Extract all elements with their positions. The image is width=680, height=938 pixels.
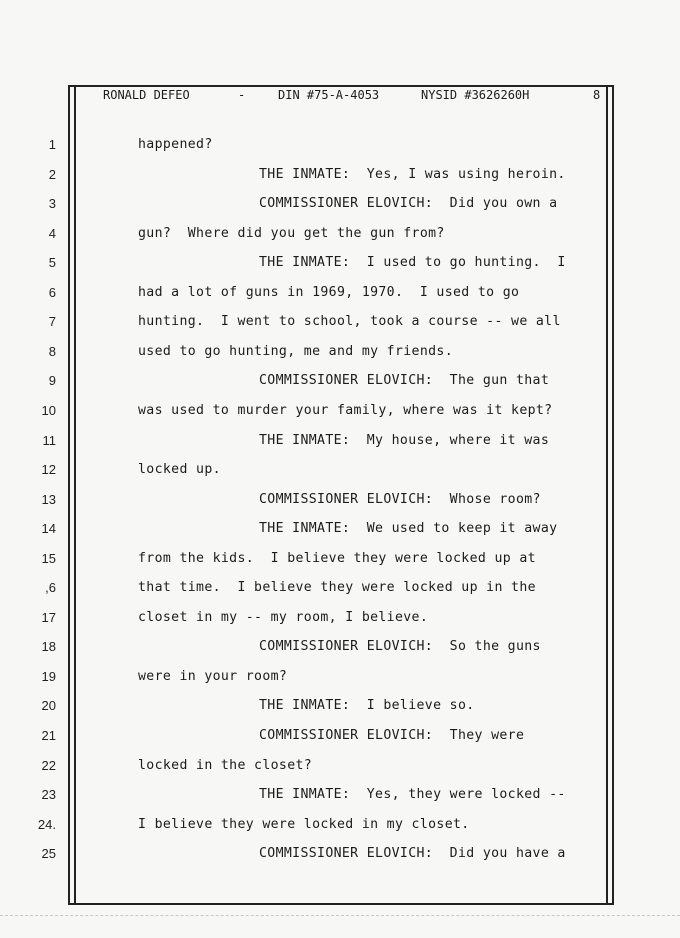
line-number: 12: [41, 462, 56, 478]
transcript-line: locked up.: [138, 462, 221, 478]
line-number: 25: [41, 846, 56, 862]
transcript-line: that time. I believe they were locked up in the: [138, 580, 536, 596]
header-nysid: NYSID #3626260H: [421, 88, 530, 102]
transcript-line: happened?: [138, 137, 213, 152]
line-number: 11: [42, 432, 56, 448]
transcript-line: COMMISSIONER ELOVICH: They were: [259, 728, 525, 743]
line-number: 20: [41, 698, 56, 714]
line-number: 3: [48, 196, 56, 212]
line-number: 10: [41, 402, 56, 418]
header-din: DIN #75-A-4053: [278, 88, 380, 102]
transcript-line: had a lot of guns in 1969, 1970. I used to go: [138, 284, 520, 300]
transcript-line: THE INMATE: I used to go hunting. I: [259, 255, 566, 271]
line-number: 22: [41, 757, 56, 773]
line-number: 2: [48, 166, 56, 182]
frame-right-inner-rule: [606, 85, 608, 905]
frame-left-inner-rule: [74, 85, 76, 905]
transcript-line: COMMISSIONER ELOVICH: Did you own a: [259, 196, 558, 212]
scan-edge-line: [0, 915, 680, 917]
line-number: 15: [41, 550, 56, 566]
transcript-line: COMMISSIONER ELOVICH: Whose room?: [259, 491, 541, 507]
transcript-line: gun? Where did you get the gun from?: [138, 225, 445, 241]
line-number: 19: [41, 668, 56, 684]
transcript-line: COMMISSIONER ELOVICH: So the guns: [259, 639, 541, 655]
line-number: 13: [41, 491, 56, 507]
line-number: 14: [41, 521, 56, 537]
line-number: 24.: [37, 816, 56, 832]
transcript-line: COMMISSIONER ELOVICH: Did you have a: [259, 846, 566, 862]
transcript-line: used to go hunting, me and my friends.: [138, 343, 454, 359]
line-number: ,6: [45, 580, 56, 596]
frame-left-outer-rule: [68, 85, 70, 905]
line-number: 1: [48, 137, 56, 152]
transcript-line: COMMISSIONER ELOVICH: The gun that: [259, 373, 550, 389]
line-number: 6: [48, 284, 56, 300]
transcript-line: THE INMATE: Yes, they were locked --: [259, 787, 566, 803]
transcript-line: closet in my -- my room, I believe.: [138, 609, 429, 625]
line-number: 17: [41, 609, 56, 625]
transcript-line: from the kids. I believe they were locked up at: [138, 550, 536, 566]
line-number: 7: [48, 314, 56, 330]
line-number: 4: [48, 225, 56, 241]
line-number: 5: [48, 255, 56, 271]
line-number: 9: [48, 373, 56, 389]
header-separator: -: [238, 88, 246, 102]
transcript-line: THE INMATE: Yes, I was using heroin.: [259, 166, 566, 182]
transcript-line: THE INMATE: My house, where it was: [259, 432, 550, 448]
frame-bottom-rule: [68, 903, 613, 905]
frame-top-rule: [68, 85, 613, 87]
transcript-line: THE INMATE: We used to keep it away: [259, 521, 558, 537]
header-page-number: 8: [593, 88, 601, 102]
transcript-line: hunting. I went to school, took a course -- we all: [138, 314, 561, 330]
transcript-line: I believe they were locked in my closet.: [138, 816, 470, 832]
header-name: RONALD DEFEO: [103, 88, 190, 102]
transcript-line: THE INMATE: I believe so.: [259, 698, 475, 714]
line-number: 23: [41, 787, 56, 803]
line-number: 21: [41, 728, 56, 743]
line-number: 18: [41, 639, 56, 655]
line-number: 8: [48, 343, 56, 359]
frame-right-outer-rule: [612, 85, 614, 905]
transcript-line: were in your room?: [138, 668, 288, 684]
transcript-line: locked in the closet?: [138, 757, 313, 773]
transcript-line: was used to murder your family, where was it kept?: [138, 402, 553, 418]
